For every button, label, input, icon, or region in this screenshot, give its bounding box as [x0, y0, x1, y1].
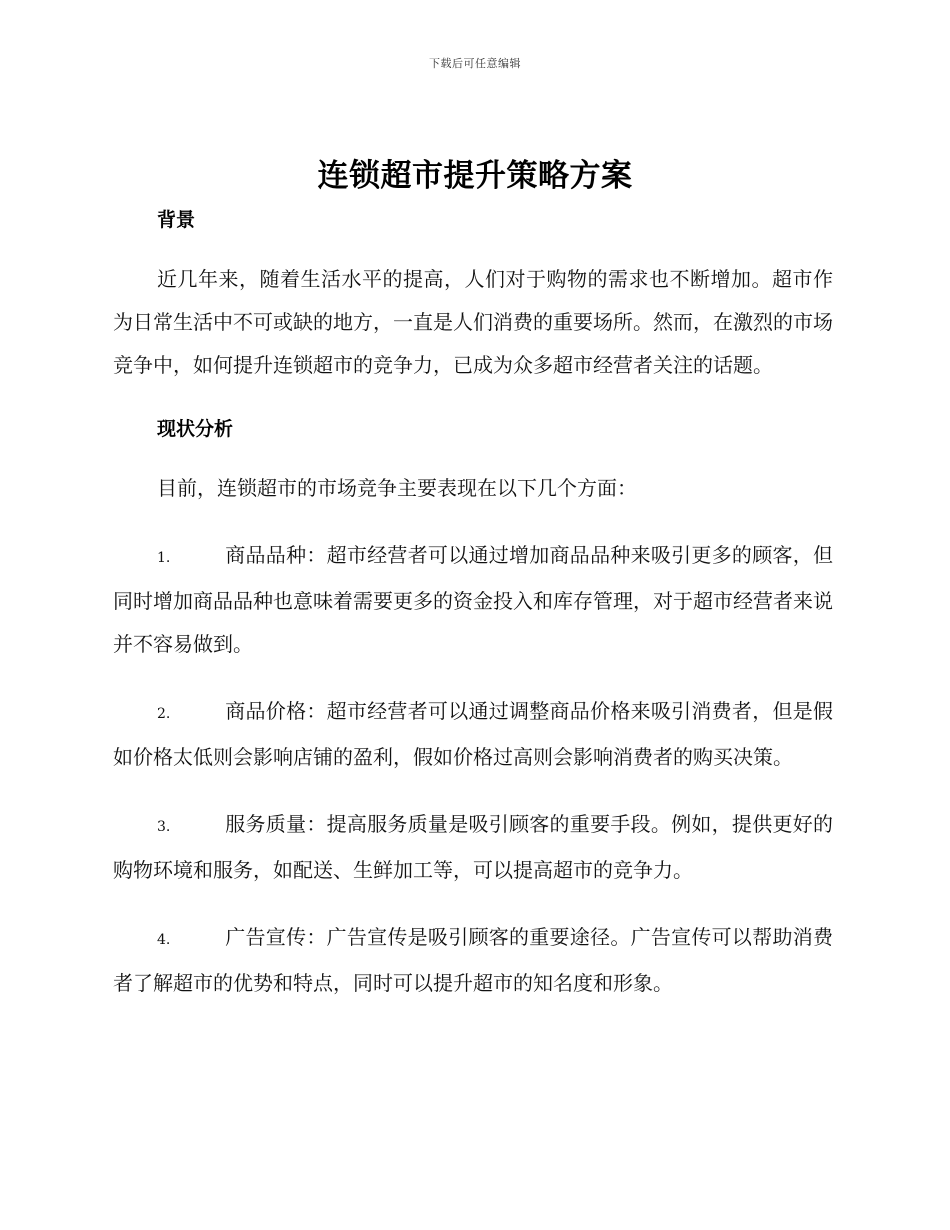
list-item-text: 商品价格：超市经营者可以通过调整商品价格来吸引消费者，但是假如价格太低则会影响店铺的盈利，假如价格过高则会影响消费者的购买决策。: [113, 699, 833, 769]
list-item-text: 商品品种：超市经营者可以通过增加商品品种来吸引更多的顾客，但同时增加商品品种也意味着需要更多的资金投入和库存管理，对于超市经营者来说并不容易做到。: [113, 543, 833, 656]
list-item-number: 3.: [157, 819, 171, 835]
analysis-intro: 目前，连锁超市的市场竞争主要表现在以下几个方面：: [157, 476, 637, 500]
list-item-number: 1.: [157, 550, 171, 566]
document-title: 连锁超市提升策略方案: [317, 158, 633, 194]
list-item: [113, 916, 833, 1005]
list-item-text: 服务质量：提高服务质量是吸引顾客的重要手段。例如，提供更好的购物环境和服务，如配送、生鲜加工等，可以提高超市的竞争力。: [113, 812, 833, 882]
header-note: 下载后可任意编辑: [429, 57, 521, 70]
list-item-number: 4.: [157, 932, 171, 948]
list-item: [113, 803, 833, 892]
list-item: [113, 690, 833, 779]
document-body: [113, 204, 833, 1005]
section-heading-background: 背景: [157, 209, 196, 231]
list-item-number: 2.: [157, 706, 171, 722]
background-paragraph: 近几年来，随着生活水平的提高，人们对于购物的需求也不断增加。超市作为日常生活中不可或缺的地方，一直是人们消费的重要场所。然而，在激烈的市场竞争中，如何提升连锁超市的竞争力，已成为众多超市经营者关注的话题。: [113, 267, 833, 377]
section-heading-analysis: 现状分析: [157, 418, 234, 440]
list-item-text: 广告宣传：广告宣传是吸引顾客的重要途径。广告宣传可以帮助消费者了解超市的优势和特点，同时可以提升超市的知名度和形象。: [113, 925, 833, 995]
list-item: [113, 534, 833, 666]
